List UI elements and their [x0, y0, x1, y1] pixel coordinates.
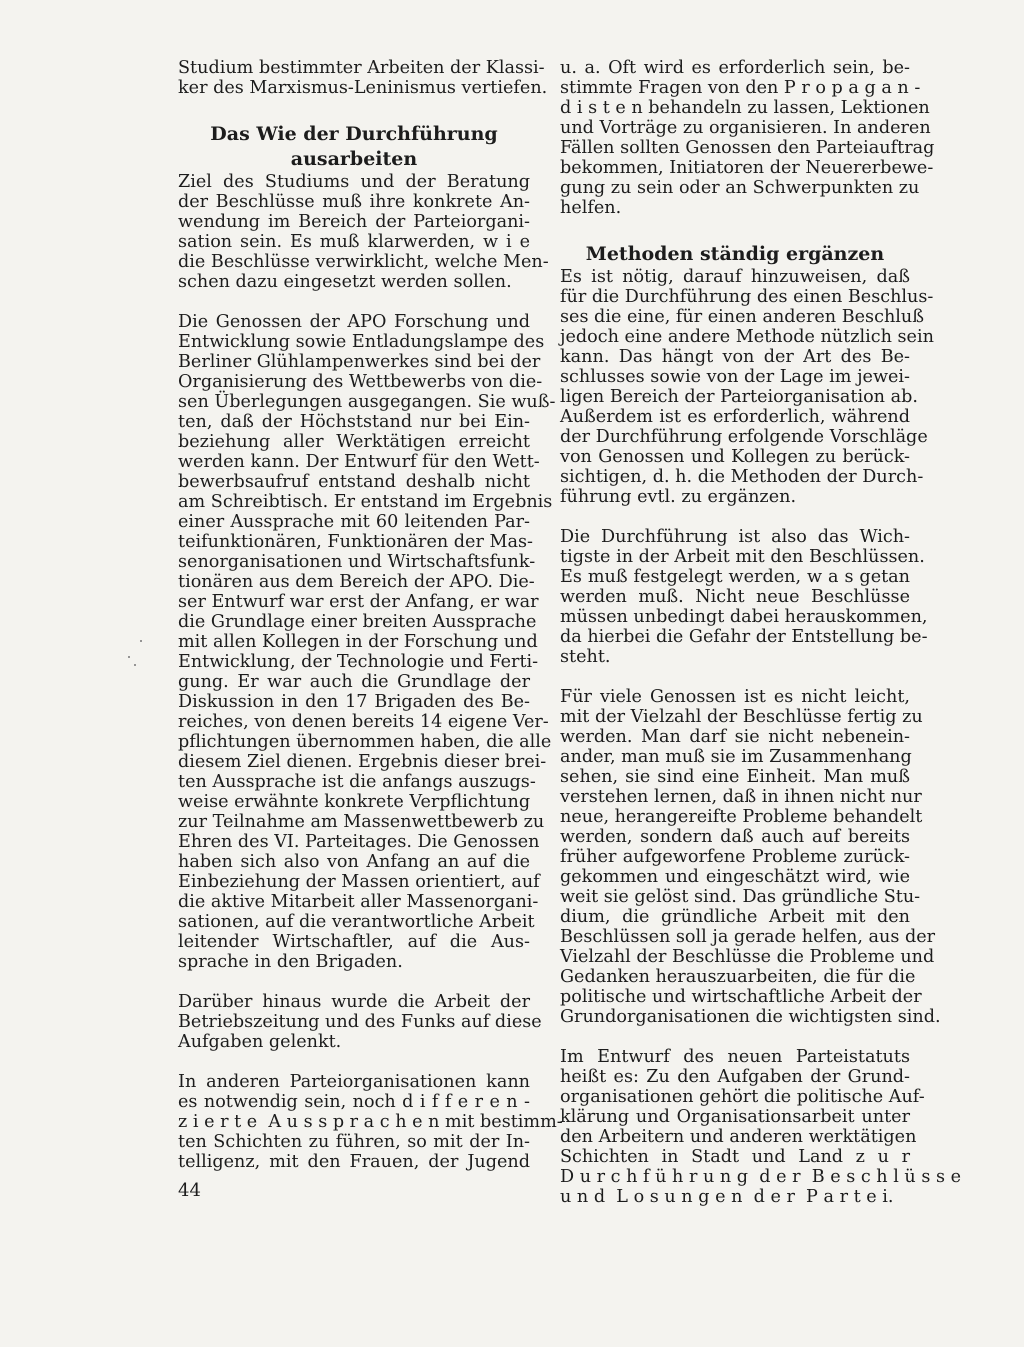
text-line: von Genossen und Kollegen zu berück-	[560, 447, 910, 467]
paragraph	[560, 58, 935, 218]
text-line: Betriebszeitung und des Funks auf diese	[178, 1012, 542, 1032]
text-line: kann. Das hängt von der Art des Be-	[560, 347, 910, 367]
text-line: weit sie gelöst sind. Das gründliche Stu-	[560, 887, 921, 907]
text-line: einer Aussprache mit 60 leitenden Par-	[178, 512, 530, 532]
text-line: schlusses sowie von der Lage im jewei-	[560, 367, 910, 387]
text-line: In anderen Parteiorganisationen kann	[178, 1072, 530, 1092]
text-line: bekommen, Initiatoren der Neuererbewe-	[560, 158, 934, 178]
text-line: dium, die gründliche Arbeit mit den	[560, 907, 910, 927]
text-line: Grundorganisationen die wichtigsten sind.	[560, 1007, 941, 1027]
text-line: werden, sondern daß auch auf bereits	[560, 827, 910, 847]
text-line: ser Entwurf war erst der Anfang, er war	[178, 592, 539, 612]
text-line: klärung und Organisationsarbeit unter	[560, 1107, 910, 1127]
text-line: senorganisationen und Wirtschaftsfunk-	[178, 552, 536, 572]
text-line: bewerbsaufruf entstand deshalb nicht	[178, 472, 530, 492]
text-line: ander, man muß sie im Zusammenhang	[560, 747, 912, 767]
text-line: verstehen lernen, daß in ihnen nicht nur	[560, 787, 922, 807]
scan-speck	[140, 640, 142, 642]
heading-line: Das Wie der Durchführung	[210, 123, 498, 145]
text-line: Die Durchführung ist also das Wich-	[560, 527, 910, 547]
text-line: pflichtungen übernommen haben, die alle	[178, 732, 552, 752]
text-line: Aufgaben gelenkt.	[178, 1032, 342, 1052]
text-line: und Vorträge zu organisieren. In anderen	[560, 118, 931, 138]
text-line: Entwicklung, der Technologie und Ferti-	[178, 652, 539, 672]
text-line: führung evtl. zu ergänzen.	[560, 487, 797, 507]
paragraph	[178, 172, 549, 292]
text-line: ten Aussprache ist die anfangs auszugs-	[178, 772, 536, 792]
text-line: sation sein. Es muß klarwerden, w i e	[178, 232, 530, 252]
text-line: den Arbeitern und anderen werktätigen	[560, 1127, 917, 1147]
text-line: werden kann. Der Entwurf für den Wett-	[178, 452, 540, 472]
text-line: ligen Bereich der Parteiorganisation ab.	[560, 387, 918, 407]
paragraph	[560, 1047, 962, 1207]
text-line: jedoch eine andere Methode nützlich sein	[560, 327, 934, 347]
text-line: der Beschlüsse muß ihre konkrete An-	[178, 192, 530, 212]
text-line: wendung im Bereich der Parteiorgani-	[178, 212, 530, 232]
text-line: früher aufgeworfene Probleme zurück-	[560, 847, 910, 867]
text-line: für die Durchführung des einen Beschlus-	[560, 287, 934, 307]
text-line: Einbeziehung der Massen orientiert, auf	[178, 872, 540, 892]
text-line: helfen.	[560, 198, 622, 218]
text-line: heißt es: Zu den Aufgaben der Grund-	[560, 1067, 910, 1087]
text-line: Ziel des Studiums und der Beratung	[178, 172, 530, 192]
text-line: leitender Wirtschaftler, auf die Aus-	[178, 932, 530, 952]
text-line: Schichten in Stadt und Land z u r	[560, 1147, 910, 1167]
paragraph	[560, 527, 928, 667]
text-line: Fällen sollten Genossen den Parteiauftrag	[560, 138, 935, 158]
scan-speck	[128, 656, 130, 658]
page-number: 44	[178, 1180, 201, 1201]
text-line: werden muß. Nicht neue Beschlüsse	[560, 587, 910, 607]
paragraph	[178, 312, 556, 972]
text-line: werden. Man darf sie nicht nebenein-	[560, 727, 910, 747]
intro-text	[178, 58, 548, 98]
text-line: Beschlüssen soll ja gerade helfen, aus der	[560, 927, 936, 947]
scan-speck	[134, 664, 136, 666]
text-line: reiches, von denen bereits 14 eigene Ver-	[178, 712, 549, 732]
text-line: Berliner Glühlampenwerkes sind bei der	[178, 352, 541, 372]
text-line: die Grundlage einer breiten Aussprache	[178, 612, 537, 632]
text-line: teifunktionären, Funktionären der Mas-	[178, 532, 533, 552]
text-line: Es muß festgelegt werden, w a s getan	[560, 567, 910, 587]
text-line: weise erwähnte konkrete Verpflichtung	[178, 792, 531, 812]
text-line: mit allen Kollegen in der Forschung und	[178, 632, 538, 652]
text-line: Organisierung des Wettbewerbs von die-	[178, 372, 543, 392]
text-line: da hierbei die Gefahr der Entstellung be-	[560, 627, 928, 647]
text-line: sen Überlegungen ausgegangen. Sie wuß-	[178, 392, 556, 412]
text-line: Ehren des VI. Parteitages. Die Genossen	[178, 832, 540, 852]
text-line: Entwicklung sowie Entladungslampe des	[178, 332, 545, 352]
text-line: ker des Marxismus-Leninismus vertiefen.	[178, 78, 548, 98]
text-line: Die Genossen der APO Forschung und	[178, 312, 530, 332]
text-line: telligenz, mit den Frauen, der Jugend	[178, 1152, 530, 1172]
text-line: sationen, auf die verantwortliche Arbeit	[178, 912, 535, 932]
text-line: Studium bestimmter Arbeiten der Klassi-	[178, 58, 545, 78]
text-line: zur Teilnahme am Massenwettbewerb zu	[178, 812, 545, 832]
text-line: organisationen gehört die politische Auf-	[560, 1087, 925, 1107]
heading-line: ausarbeiten	[290, 148, 418, 170]
text-line: gekommen und eingeschätzt wird, wie	[560, 867, 910, 887]
text-line: gung zu sein oder an Schwerpunkten zu	[560, 178, 920, 198]
text-line: Gedanken herauszuarbeiten, die für die	[560, 967, 916, 987]
text-line: neue, herangereifte Probleme behandelt	[560, 807, 923, 827]
text-line: sichtigen, d. h. die Methoden der Durch-	[560, 467, 924, 487]
text-line: Diskussion in den 17 Brigaden des Be-	[178, 692, 530, 712]
text-line: ten Schichten zu führen, so mit der In-	[178, 1132, 530, 1152]
text-line: Es ist nötig, darauf hinzuweisen, daß	[560, 267, 910, 287]
text-line: stimmte Fragen von den P r o p a g a n -	[560, 78, 921, 98]
text-line: Vielzahl der Beschlüsse die Probleme und	[560, 947, 935, 967]
text-line: gung. Er war auch die Grundlage der	[178, 672, 530, 692]
text-line: der Durchführung erfolgende Vorschläge	[560, 427, 928, 447]
text-line: die Beschlüsse verwirklicht, welche Men-	[178, 252, 549, 272]
text-line: tionären aus dem Bereich der APO. Die-	[178, 572, 535, 592]
section-heading: Methoden ständig ergänzen	[585, 243, 885, 265]
text-line: mit der Vielzahl der Beschlüsse fertig zu	[560, 707, 923, 727]
section-heading	[178, 122, 530, 172]
text-line: Außerdem ist es erforderlich, während	[560, 407, 910, 427]
text-line: am Schreibtisch. Er entstand im Ergebnis	[178, 492, 553, 512]
text-line: tigste in der Arbeit mit den Beschlüssen.	[560, 547, 925, 567]
left-column	[178, 58, 563, 1172]
paragraph	[560, 687, 941, 1027]
text-line: es notwendig sein, noch d i f f e r e n -	[178, 1092, 530, 1112]
text-line: politische und wirtschaftliche Arbeit der	[560, 987, 922, 1007]
text-line: müssen unbedingt dabei herauskommen,	[560, 607, 928, 627]
text-line: die aktive Mitarbeit aller Massenorgani-	[178, 892, 539, 912]
text-line: schen dazu eingesetzt werden sollen.	[178, 272, 512, 292]
right-column	[560, 58, 962, 1207]
paragraph	[560, 267, 934, 507]
text-line: Für viele Genossen ist es nicht leicht,	[560, 687, 910, 707]
text-line: Darüber hinaus wurde die Arbeit der	[178, 992, 530, 1012]
text-line: u. a. Oft wird es erforderlich sein, be-	[560, 58, 910, 78]
text-line: beziehung aller Werktätigen erreicht	[178, 432, 530, 452]
text-line: diesem Ziel dienen. Ergebnis dieser brei-	[178, 752, 547, 772]
text-line: u n d L o s u n g e n d e r P a r t e i.	[560, 1187, 894, 1207]
text-line: steht.	[560, 647, 611, 667]
text-line: z i e r t e A u s s p r a c h e n mit bestimm-	[178, 1112, 563, 1132]
text-line: d i s t e n behandeln zu lassen, Lektionen	[560, 98, 930, 118]
text-line: D u r c h f ü h r u n g d e r B e s c h l ü s s e	[560, 1167, 962, 1187]
text-line: ten, daß der Höchststand nur bei Ein-	[178, 412, 530, 432]
text-line: sehen, sie sind eine Einheit. Man muß	[560, 767, 910, 787]
paragraph	[178, 1072, 563, 1172]
text-line: ses die eine, für einen anderen Beschluß	[560, 307, 924, 327]
text-line: Im Entwurf des neuen Parteistatuts	[560, 1047, 910, 1067]
text-line: sprache in den Brigaden.	[178, 952, 403, 972]
text-line: haben sich also von Anfang an auf die	[178, 852, 530, 872]
paragraph	[178, 992, 542, 1052]
